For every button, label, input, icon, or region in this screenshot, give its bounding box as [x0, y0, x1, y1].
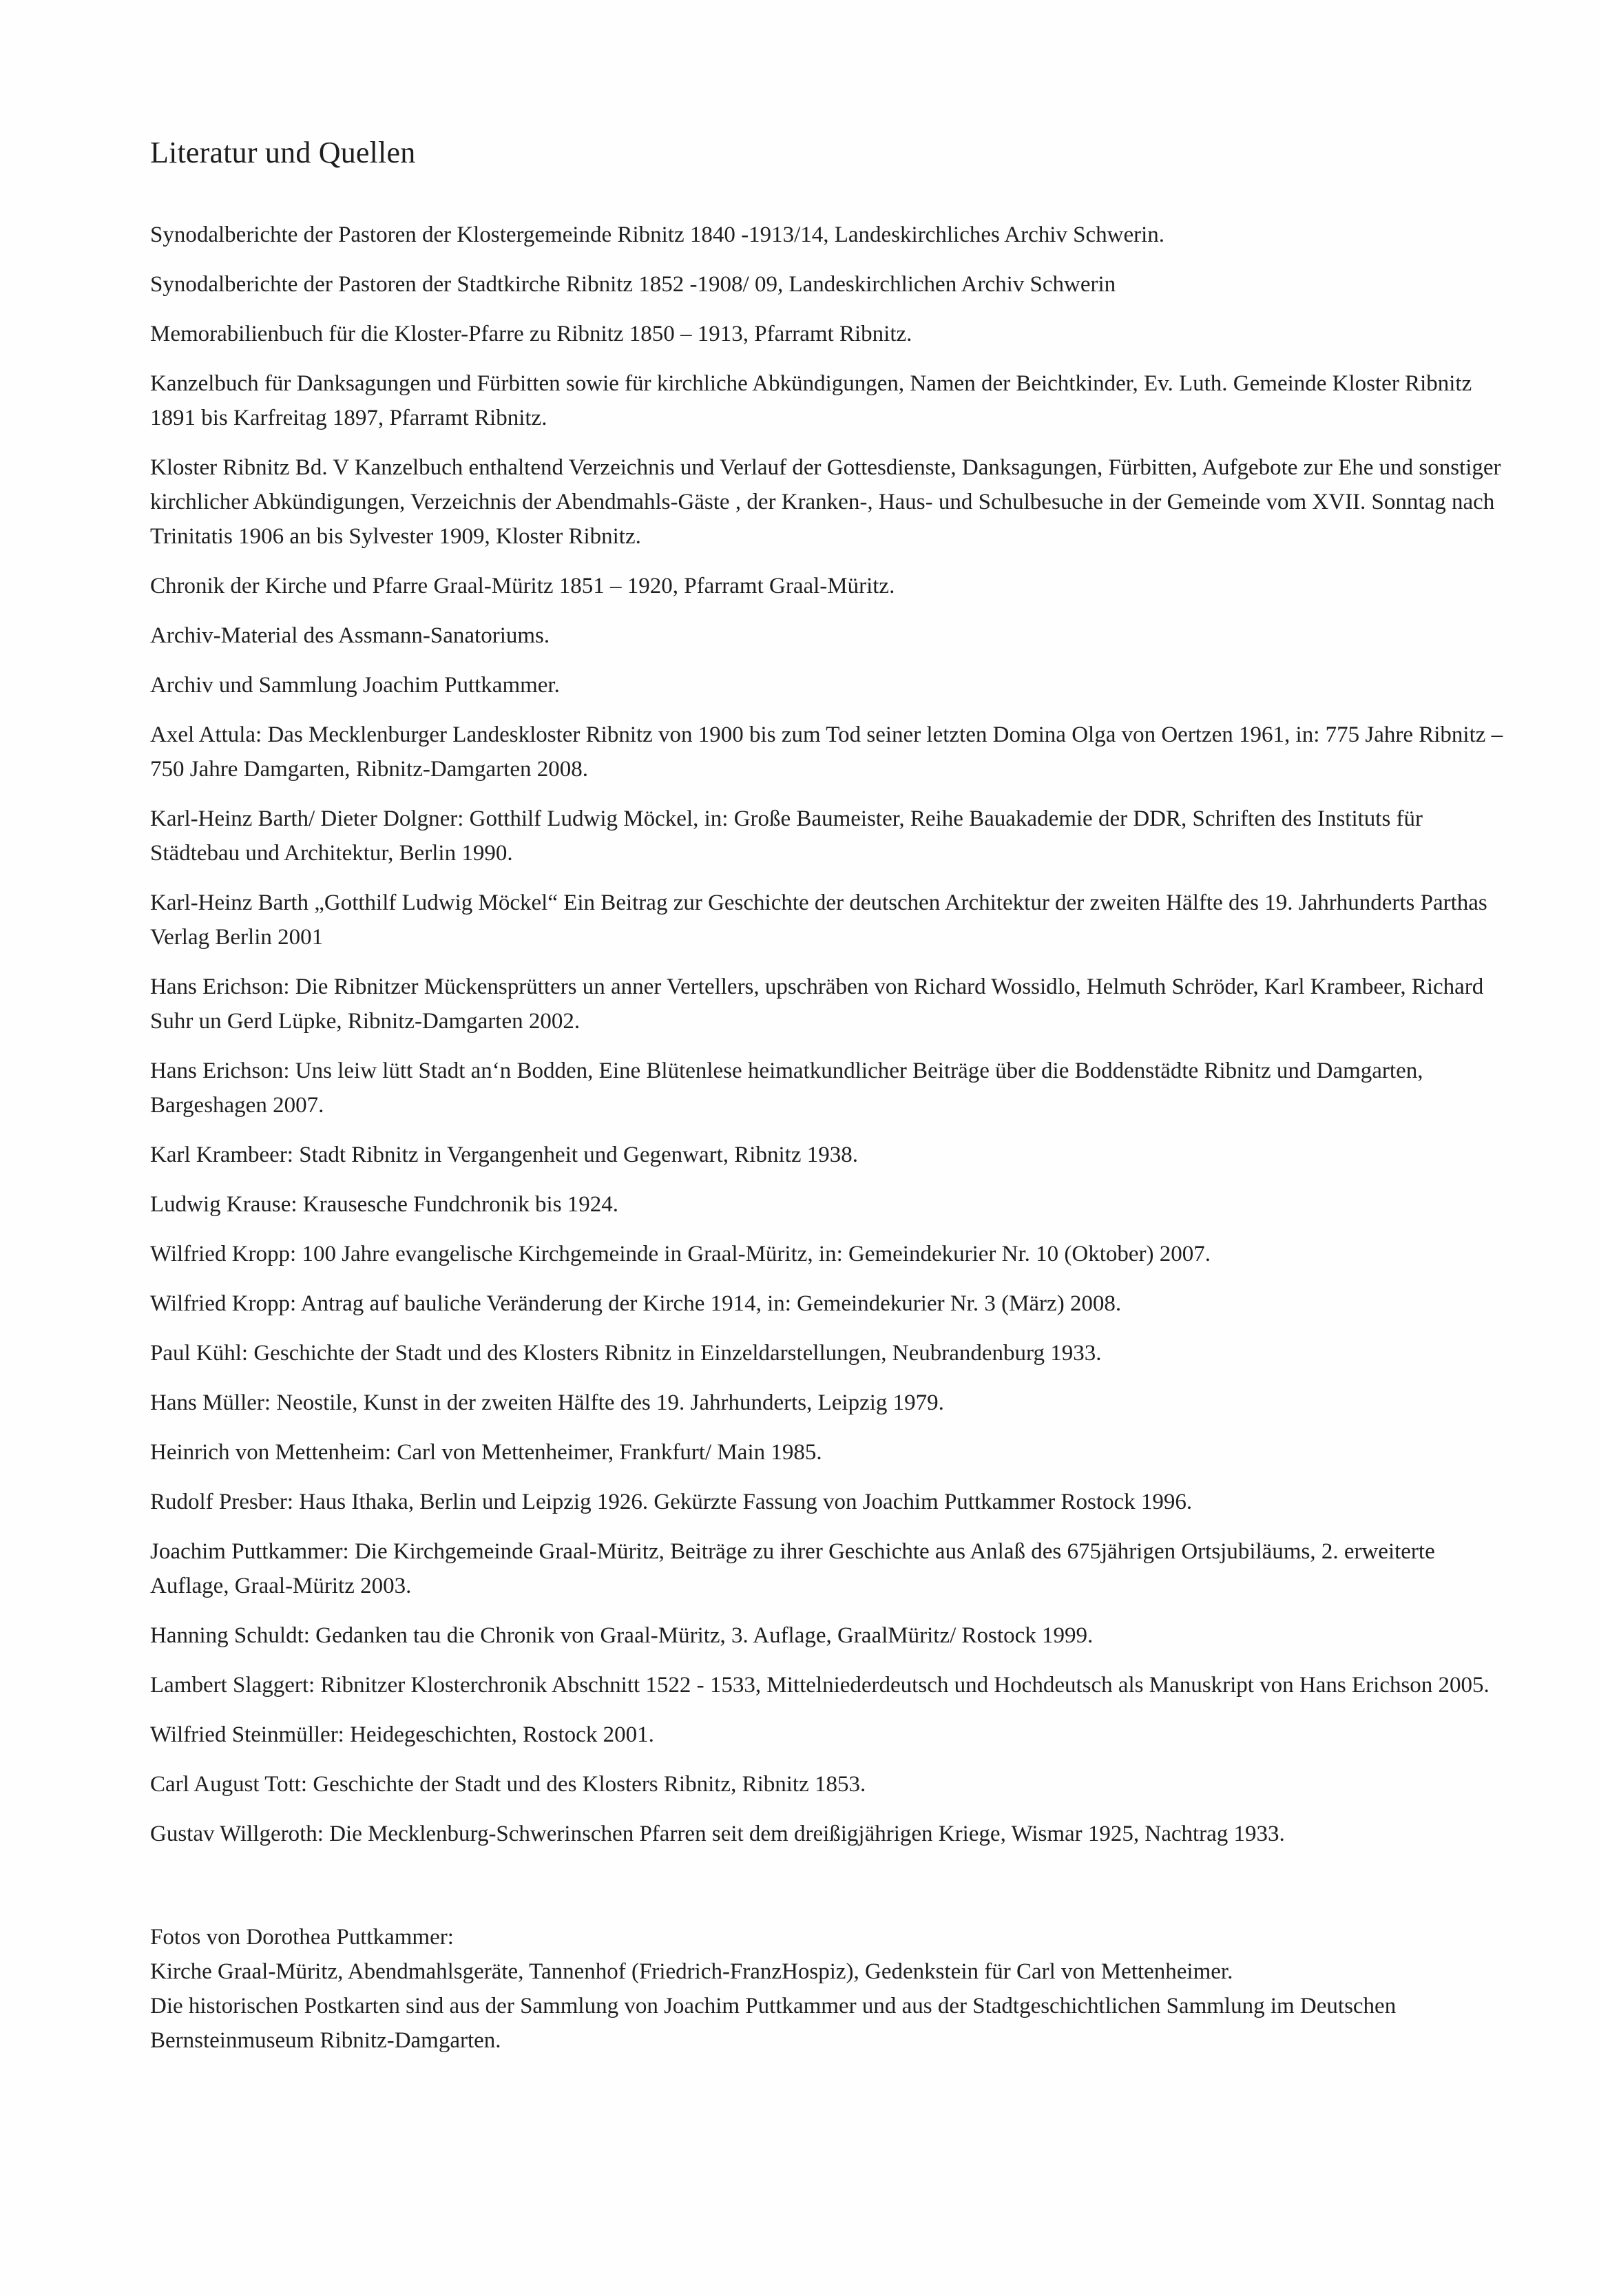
reference-item: Archiv-Material des Assmann-Sanatoriums. [150, 623, 550, 648]
reference-item: Joachim Puttkammer: Die Kirchgemeinde Graal-Müritz, Beiträge zu ihrer Geschichte aus Anlaß des 675jährigen Ortsjubiläums, 2. erweiterte Auflage, Graal-Müritz 2003. [150, 1539, 1435, 1598]
photo-credit-line: Fotos von Dorothea Puttkammer: [150, 1925, 454, 1950]
reference-item: Heinrich von Mettenheim: Carl von Mettenheimer, Frankfurt/ Main 1985. [150, 1440, 822, 1465]
reference-item: Paul Kühl: Geschichte der Stadt und des Klosters Ribnitz in Einzeldarstellungen, Neubrandenburg 1933. [150, 1341, 1102, 1366]
reference-item: Wilfried Kropp: Antrag auf bauliche Veränderung der Kirche 1914, in: Gemeindekurier Nr. 3 (März) 2008. [150, 1291, 1122, 1316]
reference-item: Karl Krambeer: Stadt Ribnitz in Vergangenheit und Gegenwart, Ribnitz 1938. [150, 1142, 858, 1167]
reference-item: Axel Attula: Das Mecklenburger Landeskloster Ribnitz von 1900 bis zum Tod seiner letzten Domina Olga von Oertzen 1961, in: 775 Jahre Ribnitz – 750 Jahre Damgarten, Ribnitz-Damgarten 2008. [150, 722, 1503, 782]
reference-item: Ludwig Krause: Krausesche Fundchronik bis 1924. [150, 1192, 619, 1217]
reference-item: Karl-Heinz Barth „Gotthilf Ludwig Möckel“ Ein Beitrag zur Geschichte der deutschen Architektur der zweiten Hälfte des 19. Jahrhunderts Parthas Verlag Berlin 2001 [150, 890, 1487, 950]
reference-item: Wilfried Steinmüller: Heidegeschichten, Rostock 2001. [150, 1722, 654, 1747]
reference-item: Synodalberichte der Pastoren der Klostergemeinde Ribnitz 1840 -1913/14, Landeskirchliches Archiv Schwerin. [150, 222, 1165, 247]
photo-credit-line: Kirche Graal-Müritz, Abendmahlsgeräte, Tannenhof (Friedrich-FranzHospiz), Gedenkstein für Carl von Mettenheimer. [150, 1959, 1233, 1984]
reference-item: Kanzelbuch für Danksagungen und Fürbitten sowie für kirchliche Abkündigungen, Namen der Beichtkinder, Ev. Luth. Gemeinde Kloster Ribnitz 1891 bis Karfreitag 1897, Pfarramt Ribnitz. [150, 371, 1472, 430]
reference-item: Lambert Slaggert: Ribnitzer Klosterchronik Abschnitt 1522 - 1533, Mittelniederdeutsch und Hochdeutsch als Manuskript von Hans Erichson 2005. [150, 1673, 1490, 1698]
page-content [150, 132, 1514, 2058]
page-heading: Literatur und Quellen [150, 136, 416, 169]
reference-item: Hans Erichson: Uns leiw lütt Stadt an‘n Bodden, Eine Blütenlese heimatkundlicher Beiträge über die Boddenstädte Ribnitz und Damgarten, Bargeshagen 2007. [150, 1058, 1423, 1118]
reference-item: Rudolf Presber: Haus Ithaka, Berlin und Leipzig 1926. Gekürzte Fassung von Joachim Puttkammer Rostock 1996. [150, 1490, 1193, 1514]
reference-item: Memorabilienbuch für die Kloster-Pfarre zu Ribnitz 1850 – 1913, Pfarramt Ribnitz. [150, 322, 912, 346]
reference-item: Kloster Ribnitz Bd. V Kanzelbuch enthaltend Verzeichnis und Verlauf der Gottesdienste, Danksagungen, Fürbitten, Aufgebote zur Ehe und sonstiger kirchlicher Abkündigungen, Verzeichnis der Abendmahls-Gäste , der Kranken-, Haus- und Schulbesuche in der Gemeinde vom XVII. Sonntag nach Trinitatis 1906 an bis Sylvester 1909, Kloster Ribnitz. [150, 455, 1501, 549]
reference-item: Hans Erichson: Die Ribnitzer Mückensprütters un anner Vertellers, upschräben von Richard Wossidlo, Helmuth Schröder, Karl Krambeer, Richard Suhr un Gerd Lüpke, Ribnitz-Damgarten 2002. [150, 974, 1484, 1034]
reference-item: Hans Müller: Neostile, Kunst in der zweiten Hälfte des 19. Jahrhunderts, Leipzig 1979. [150, 1390, 944, 1415]
reference-item: Archiv und Sammlung Joachim Puttkammer. [150, 673, 560, 698]
reference-item: Karl-Heinz Barth/ Dieter Dolgner: Gotthilf Ludwig Möckel, in: Große Baumeister, Reihe Bauakademie der DDR, Schriften des Instituts für Städtebau und Architektur, Berlin 1990. [150, 806, 1423, 866]
reference-list [150, 218, 1514, 1851]
reference-item: Carl August Tott: Geschichte der Stadt und des Klosters Ribnitz, Ribnitz 1853. [150, 1772, 866, 1797]
reference-item: Wilfried Kropp: 100 Jahre evangelische Kirchgemeinde in Graal-Müritz, in: Gemeindekurier Nr. 10 (Oktober) 2007. [150, 1242, 1211, 1266]
reference-item: Gustav Willgeroth: Die Mecklenburg-Schwerinschen Pfarren seit dem dreißigjährigen Kriege, Wismar 1925, Nachtrag 1933. [150, 1822, 1285, 1846]
reference-item: Hanning Schuldt: Gedanken tau die Chronik von Graal-Müritz, 3. Auflage, GraalMüritz/ Rostock 1999. [150, 1623, 1094, 1648]
photo-credit-line: Die historischen Postkarten sind aus der Sammlung von Joachim Puttkammer und aus der Stadtgeschichtlichen Sammlung im Deutschen Bernsteinmuseum Ribnitz-Damgarten. [150, 1994, 1397, 2053]
photo-credits [150, 1920, 1514, 2058]
reference-item: Synodalberichte der Pastoren der Stadtkirche Ribnitz 1852 -1908/ 09, Landeskirchlichen Archiv Schwerin [150, 272, 1116, 297]
reference-item: Chronik der Kirche und Pfarre Graal-Müritz 1851 – 1920, Pfarramt Graal-Müritz. [150, 574, 895, 598]
